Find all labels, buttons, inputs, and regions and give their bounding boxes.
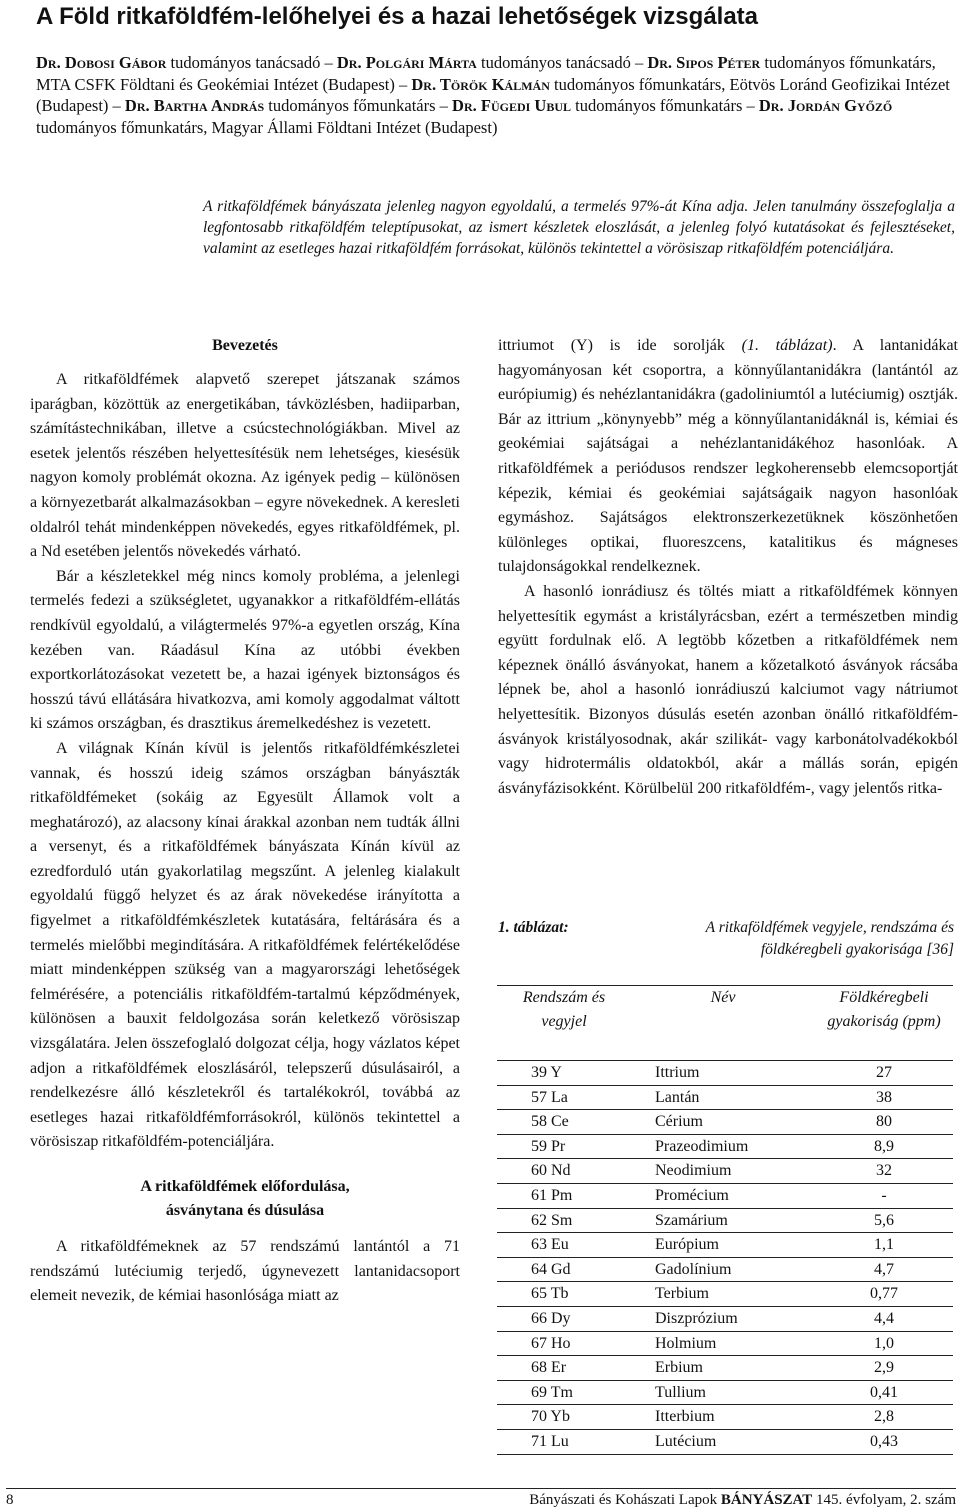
author-separator: – bbox=[394, 74, 412, 94]
element-symbol-cell: 65 Tb bbox=[497, 1282, 631, 1307]
column-header: Rendszám és vegyjel bbox=[497, 986, 631, 1061]
element-name-cell: Ittrium bbox=[631, 1061, 815, 1086]
table-reference: (1. táblázat) bbox=[741, 337, 833, 354]
table-row bbox=[497, 1331, 953, 1356]
element-symbol-cell: 66 Dy bbox=[497, 1306, 631, 1331]
paragraph bbox=[498, 334, 958, 580]
table-label: 1. táblázat: bbox=[498, 919, 569, 936]
element-name-cell: Promécium bbox=[631, 1183, 815, 1208]
abundance-cell: 32 bbox=[815, 1159, 953, 1184]
table-row bbox=[497, 1183, 953, 1208]
journal-info bbox=[529, 1489, 956, 1511]
author-name: Dr. Bartha András bbox=[124, 96, 265, 115]
element-symbol-cell: 39 Y bbox=[497, 1061, 631, 1086]
author-separator: – bbox=[435, 96, 453, 115]
table-row bbox=[497, 1306, 953, 1331]
section-heading-intro: Bevezetés bbox=[212, 337, 278, 354]
abundance-cell: 2,8 bbox=[815, 1405, 953, 1430]
section-heading-occurrence bbox=[30, 1175, 460, 1223]
abundance-cell: 38 bbox=[815, 1085, 953, 1110]
abundance-cell: 27 bbox=[815, 1061, 953, 1086]
element-name-cell: Neodimium bbox=[631, 1159, 815, 1184]
element-name-cell: Terbium bbox=[631, 1282, 815, 1307]
text-run: ittriumot (Y) is ide sorolják bbox=[498, 337, 742, 354]
paragraph: A ritkaföldfémek alapvető szerepet játszanak számos iparágban, közöttük az energetikában, távközlésben, hadiiparban, számítástechnikában, illetve a csúcstechnológiákban. Mivel az esetek jelentős részében helyettesítésük nem lehetséges, kiesésük nagyon komoly problémát okozna. Az igények pedig – különösen a környezetbarát alkalmazásokban – egyre növekednek. A keresleti oldalról tehát mindenképpen növekedés, egyes ritkaföldfémek, pl. a Nd esetében jelentős növekedés várható. bbox=[30, 371, 460, 561]
table-row bbox=[497, 1380, 953, 1405]
heading-line: A ritkaföldfémek előfordulása, bbox=[140, 1178, 350, 1195]
author-role: tudományos főmunkatárs bbox=[268, 96, 436, 115]
author-role: tudományos főmunkatárs, Magyar Állami Földtani Intézet (Budapest) bbox=[36, 117, 498, 137]
rare-earth-table bbox=[497, 985, 953, 1455]
element-name-cell: Erbium bbox=[631, 1356, 815, 1381]
table-row bbox=[497, 1405, 953, 1430]
column-header: Név bbox=[631, 986, 815, 1061]
element-symbol-cell: 62 Sm bbox=[497, 1208, 631, 1233]
element-symbol-cell: 61 Pm bbox=[497, 1183, 631, 1208]
element-name-cell: Holmium bbox=[631, 1331, 815, 1356]
table-row bbox=[497, 1233, 953, 1258]
element-name-cell: Itterbium bbox=[631, 1405, 815, 1430]
abundance-cell: 0,41 bbox=[815, 1380, 953, 1405]
author-list bbox=[36, 52, 956, 138]
element-symbol-cell: 63 Eu bbox=[497, 1233, 631, 1258]
author-name: Dr. Jordán Győző bbox=[758, 96, 893, 115]
element-symbol-cell: 57 La bbox=[497, 1085, 631, 1110]
author-separator: – bbox=[742, 96, 759, 115]
element-name-cell: Szamárium bbox=[631, 1208, 815, 1233]
page-footer bbox=[6, 1488, 956, 1511]
table-row bbox=[497, 1208, 953, 1233]
abundance-cell: 2,9 bbox=[815, 1356, 953, 1381]
table-row bbox=[497, 1356, 953, 1381]
author-separator: – bbox=[630, 53, 648, 72]
paragraph: A ritkaföldfémeknek az 57 rendszámú lantántól a 71 rendszámú lutéciumig terjedő, úgynevezett lantanidacsoport elemeit nevezik, de kémiai hasonlósága miatt az bbox=[30, 1238, 460, 1305]
element-name-cell: Lutécium bbox=[631, 1429, 815, 1454]
article-title: A Föld ritkaföldfém-lelőhelyei és a hazai lehetőségek vizsgálata bbox=[36, 3, 759, 30]
element-symbol-cell: 70 Yb bbox=[497, 1405, 631, 1430]
author-separator: – bbox=[108, 96, 125, 115]
author-name: Dr. Dobosi Gábor bbox=[36, 53, 167, 72]
element-symbol-cell: 60 Nd bbox=[497, 1159, 631, 1184]
right-column bbox=[498, 334, 958, 801]
table-row bbox=[497, 1134, 953, 1159]
element-symbol-cell: 71 Lu bbox=[497, 1429, 631, 1454]
abundance-cell: 1,0 bbox=[815, 1331, 953, 1356]
author-role: tudományos főmunkatárs, MTA CSFK Földtani és Geokémiai Intézet (Budapest) bbox=[36, 53, 936, 94]
author-name: Dr. Sipos Péter bbox=[647, 53, 761, 72]
column-header: Földkéregbeli gyakoriság (ppm) bbox=[815, 986, 953, 1061]
abundance-cell: 5,6 bbox=[815, 1208, 953, 1233]
element-symbol-cell: 59 Pr bbox=[497, 1134, 631, 1159]
author-role: tudományos tanácsadó bbox=[170, 53, 321, 72]
table-caption-text: A ritkaföldfémek vegyjele, rendszáma és földkéregbeli gyakorisága [36] bbox=[705, 919, 954, 958]
abundance-cell: 4,7 bbox=[815, 1257, 953, 1282]
element-symbol-cell: 68 Er bbox=[497, 1356, 631, 1381]
element-name-cell: Cérium bbox=[631, 1110, 815, 1135]
abundance-cell: 1,1 bbox=[815, 1233, 953, 1258]
element-name-cell: Gadolínium bbox=[631, 1257, 815, 1282]
table-row bbox=[497, 1061, 953, 1086]
journal-name: Bányászati és Kohászati Lapok bbox=[529, 1492, 718, 1508]
author-name: Dr. Török Kálmán bbox=[411, 74, 550, 94]
paragraph: A világnak Kínán kívül is jelentős ritkaföldfémkészletei vannak, és hosszú ideig számos országban bányászták ritkaföldfémeket (sokáig az Egyesült Államok volt a meghatározó), az alacsony kínai árakkal azonban nem tudták állni a versenyt, és a ritkaföldfémek bányászata Kínán kívül az ezredforduló után gyakorlatilag megszűnt. A jelenleg kialakult egyoldalú függő helyzet és az árak növekedése irányította a figyelmet a ritkaföldfémkészletek kutatására, feltárására és a termelés mielőbbi megindítására. A ritkaföldfémek felértékelődése miatt mindenképpen szükség van a magyarországi lehetőségek felmérésére, a potenciális ritkaföldfém-tartalmú képződmények, különösen a bauxit feldolgozása során keletkező vörösiszap vizsgálatára. Jelen összefoglaló dolgozat célja, hogy vázlatos képet adjon a ritkaföldfémek eloszlásáról, telepszerű dúsulásairól, a rendelkezésre álló készletekről és tartalékokról, továbbá az esetleges hazai ritkaföldfémforrásokról, különös tekintettel a vörösiszap ritkaföldfém-potenciáljára. bbox=[30, 739, 460, 1151]
heading-line: ásványtana és dúsulása bbox=[165, 1202, 325, 1219]
element-symbol-cell: 64 Gd bbox=[497, 1257, 631, 1282]
author-name: Dr. Fügedi Ubul bbox=[452, 96, 571, 115]
element-name-cell: Diszprózium bbox=[631, 1306, 815, 1331]
left-column bbox=[30, 334, 460, 1309]
abundance-cell: 4,4 bbox=[815, 1306, 953, 1331]
table-row bbox=[497, 1110, 953, 1135]
abundance-cell: 8,9 bbox=[815, 1134, 953, 1159]
table-row bbox=[497, 1429, 953, 1454]
paragraph: A hasonló ionrádiusz és töltés miatt a ritkaföldfémek könnyen helyettesítik egymást a kristályrácsban, ezért a természetben mindig együtt fordulnak elő. A legtöbb kőzetben a ritkaföldfémek nem képeznek önálló ásványokat, hanem a kőzetalkotó ásványok rácsába lépnek be, ahol a hasonló ionrádiuszú kalciumot vagy nátriumot helyettesítik. Bizonyos dúsulás esetén azonban önálló ritkaföldfém-ásványok kristályosodnak, akár szilikát- vagy karbonátolvadékokból vagy hidrotermális oldatokból, akár a mállás során, epigén ásványfázisokként. Körülbelül 200 ritkaföldfém-, vagy jelentős ritka- bbox=[498, 582, 958, 797]
abundance-cell: 80 bbox=[815, 1110, 953, 1135]
journal-issue: 145. évfolyam, 2. szám bbox=[816, 1492, 956, 1508]
table-row bbox=[497, 1282, 953, 1307]
element-symbol-cell: 58 Ce bbox=[497, 1110, 631, 1135]
abstract: A ritkaföldfémek bányászata jelenleg nagyon egyoldalú, a termelés 97%-át Kína adja. Jelen tanulmány összefoglalja a legfontosabb ritkaföldfém teleptípusokat, az ismert készletek eloszlását, a jelenleg folyó kutatásokat és fejlesztéseket, valamint az esetleges hazai ritkaföldfém forrásokat, különös tekintettel a vörösiszap ritkaföldfém potenciáljára. bbox=[203, 198, 955, 257]
element-name-cell: Prazeodimium bbox=[631, 1134, 815, 1159]
author-role: tudományos főmunkatárs, Eötvös Loránd Geofizikai Intézet (Budapest) bbox=[36, 74, 950, 115]
table-row bbox=[497, 1257, 953, 1282]
author-role: tudományos főmunkatárs bbox=[575, 96, 743, 115]
abundance-cell: - bbox=[815, 1183, 953, 1208]
table-row bbox=[497, 1159, 953, 1184]
element-symbol-cell: 67 Ho bbox=[497, 1331, 631, 1356]
abundance-cell: 0,43 bbox=[815, 1429, 953, 1454]
element-name-cell: Európium bbox=[631, 1233, 815, 1258]
abundance-cell: 0,77 bbox=[815, 1282, 953, 1307]
element-symbol-cell: 69 Tm bbox=[497, 1380, 631, 1405]
page-number: 8 bbox=[6, 1492, 14, 1508]
author-role: tudományos tanácsadó bbox=[480, 53, 631, 72]
paragraph: Bár a készletekkel még nincs komoly probléma, a jelenlegi termelés fedezi a szükségletet, ugyanakkor a ritkaföldfém-ellátás rendkívül egyoldalú, a világtermelés 97%-a egyetlen ország, Kína kezében van. Ráadásul Kína az utóbbi években exportkorlátozásokat vezetett be, a hazai igények biztonságos és hosszú távú ellátására hivatkozva, ami komoly aggodalmat váltott ki számos országban, és drasztikus áremelkedéshez is vezetett. bbox=[30, 567, 460, 733]
table-row bbox=[497, 1085, 953, 1110]
author-name: Dr. Polgári Márta bbox=[336, 53, 477, 72]
text-run: . A lantanidákat hagyományosan két csoportra, a könnyűlantanidákra (lantántól az európiumig) és nehézlantanidákra (gadoliniumtól a lutéciumig) osztják. Bár az ittrium „könynyebb” még a könnyűlantanidáknál is, kémiai és geokémiai sajátságai a nehézlantanidákéhoz hasonlóak. A ritkaföldfémek a periódusos rendszer legkoherensebb elemcsoportját képezik, kémiai és geokémiai sajátságaik nagyon hasonlóak egymáshoz. Sajátságos elektronszerkezetüknek köszönhetően különleges optikai, fluoreszcens, katalitikus és mágneses tulajdonságokkal rendelkeznek. bbox=[498, 337, 958, 576]
element-name-cell: Tullium bbox=[631, 1380, 815, 1405]
element-name-cell: Lantán bbox=[631, 1085, 815, 1110]
journal-section: BÁNYÁSZAT bbox=[720, 1492, 813, 1508]
author-separator: – bbox=[320, 53, 337, 72]
